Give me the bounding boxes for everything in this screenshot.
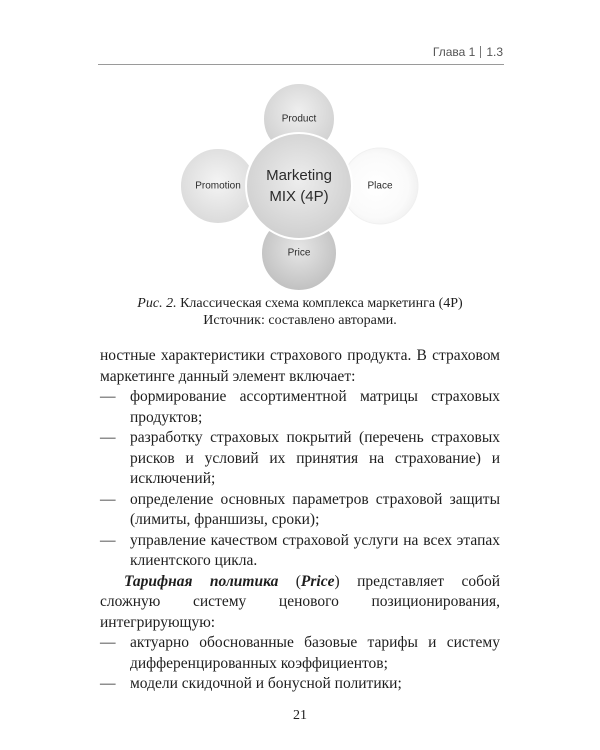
list-item: — формирование ассортиментной матрицы страховых продуктов; — [100, 388, 500, 426]
term-price: Price — [300, 572, 335, 590]
marketing-mix-diagram — [160, 82, 440, 292]
figure-source: Источник: составлено авторами. — [203, 313, 397, 328]
list-dash: — — [100, 531, 116, 549]
place-label: Place — [367, 180, 393, 192]
paragraph: ностные характеристики страхового продукта. В страховом маркетинге данный элемент включает: — [100, 347, 500, 385]
center-label — [266, 165, 332, 207]
price-label: Price — [287, 247, 311, 259]
figure-number: Рис. 2. — [137, 296, 177, 311]
list-dash: — — [100, 675, 116, 692]
list-item: — определение основных параметров страховой защиты (лимиты, франшизы, сроки); — [100, 490, 500, 528]
list-dash: — — [100, 388, 116, 405]
header-rule — [98, 64, 504, 65]
figure-caption — [0, 295, 600, 329]
list-dash: — — [100, 429, 116, 446]
list-item: — управление качеством страховой услуги на всех этапах клиентского цикла. — [100, 531, 500, 569]
list-dash: — — [100, 490, 116, 508]
list-item: — модели скидочной и бонусной политики; — [100, 674, 500, 695]
running-header — [433, 45, 503, 59]
center-label-line1: Marketing — [266, 167, 332, 184]
paragraph: Тарифная политика (Price) представляет собой сложную систему ценового позиционирования, интегрирующую: — [100, 572, 501, 631]
term-pricing-policy: Тарифная политика — [124, 572, 279, 590]
list-item: — актуарно обоснованные базовые тарифы и систему дифференцированных коэффициентов; — [100, 634, 500, 672]
list-dash: — — [100, 634, 116, 651]
header-separator — [480, 46, 481, 58]
body-text — [100, 346, 500, 695]
promotion-label: Promotion — [195, 180, 241, 192]
page-number: 21 — [293, 708, 307, 723]
product-label: Product — [281, 113, 317, 125]
center-label-line2: MIX (4P) — [269, 188, 329, 205]
figure-title: Классическая схема комплекса маркетинга (4P) — [176, 296, 463, 311]
list-item: — разработку страховых покрытий (перечень страховых рисков и условий их принятия на страхование) и исключений; — [100, 429, 500, 487]
section-label: 1.3 — [486, 45, 503, 59]
chapter-label: Глава 1 — [432, 45, 476, 59]
